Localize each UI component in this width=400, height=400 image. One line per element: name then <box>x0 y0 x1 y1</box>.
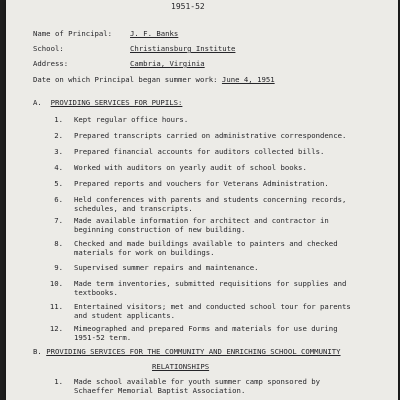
list-item-number: 4. <box>54 163 63 172</box>
list-item-text: Worked with auditors on yearly audit of school books. <box>74 163 307 172</box>
section-a-letter: A. <box>33 98 42 107</box>
list-item-text: Held conferences with parents and students concerning records, <box>74 195 347 204</box>
list-item-text: Prepared financial accounts for auditors collected bills. <box>74 147 325 156</box>
list-item-text: Mimeographed and prepared Forms and materials for use during <box>74 324 338 333</box>
list-item-text: Schaeffer Memorial Baptist Association. <box>74 386 246 395</box>
list-item-text: materials for work on buildings. <box>74 248 215 257</box>
list-item-text: 1951-52 term. <box>74 333 132 342</box>
section-a-title: PROVIDING SERVICES FOR PUPILS: <box>50 98 183 107</box>
list-item-number: 12. <box>49 324 63 333</box>
school-label: School: <box>33 44 64 53</box>
list-item-number: 8. <box>54 239 63 248</box>
list-item-number: 7. <box>54 216 63 225</box>
list-item-text: Made term inventories, submitted requisitions for supplies and <box>74 279 347 288</box>
list-item-number: 2. <box>54 131 63 140</box>
list-item-number: 6. <box>54 195 63 204</box>
summer-work-label: Date on which Principal began summer work: <box>33 75 218 84</box>
list-item-text: schedules, and transcripts. <box>74 204 193 213</box>
summer-work-value: June 4, 1951 <box>221 75 275 84</box>
principal-label: Name of Principal: <box>33 29 113 38</box>
address-value: Cambria, Virginia <box>130 59 205 68</box>
list-item-text: Prepared transcripts carried on administrative correspondence. <box>74 131 347 140</box>
section-b-letter: B. <box>33 347 42 356</box>
document-year: 1951-52 <box>171 2 205 11</box>
summer-work-line <box>33 75 275 84</box>
list-item-text: Entertained visitors; met and conducted school tour for parents <box>74 302 351 311</box>
list-item-text: and student applicants. <box>74 311 176 320</box>
document-page <box>6 0 398 400</box>
list-item-text: beginning construction of new building. <box>74 225 246 234</box>
section-b-title-continued: RELATIONSHIPS <box>152 362 210 371</box>
address-label: Address: <box>33 59 69 68</box>
principal-value: J. F. Banks <box>130 29 179 38</box>
list-item-number: 11. <box>49 302 63 311</box>
list-item-number: 1. <box>54 115 63 124</box>
list-item-number: 3. <box>54 147 63 156</box>
list-item-text: textbooks. <box>74 288 118 297</box>
section-a-heading <box>33 98 182 107</box>
list-item-text: Made available information for architect and contractor in <box>74 216 329 225</box>
list-item-text: Checked and made buildings available to painters and checked <box>74 239 338 248</box>
list-item-text: Kept regular office hours. <box>74 115 189 124</box>
list-item-number: 5. <box>54 179 63 188</box>
school-value: Christiansburg Institute <box>130 44 236 53</box>
section-b-heading <box>33 347 341 356</box>
list-item-number: 10. <box>49 279 63 288</box>
list-item-number: 9. <box>54 263 63 272</box>
list-item-text: Made school available for youth summer camp sponsored by <box>74 377 321 386</box>
list-item-text: Supervised summer repairs and maintenance. <box>74 263 259 272</box>
list-item-number: 1. <box>54 377 63 386</box>
list-item-text: Prepared reports and vouchers for Veterans Administration. <box>74 179 329 188</box>
section-b-title: PROVIDING SERVICES FOR THE COMMUNITY AND ENRICHING SCHOOL COMMUNITY <box>46 347 341 356</box>
